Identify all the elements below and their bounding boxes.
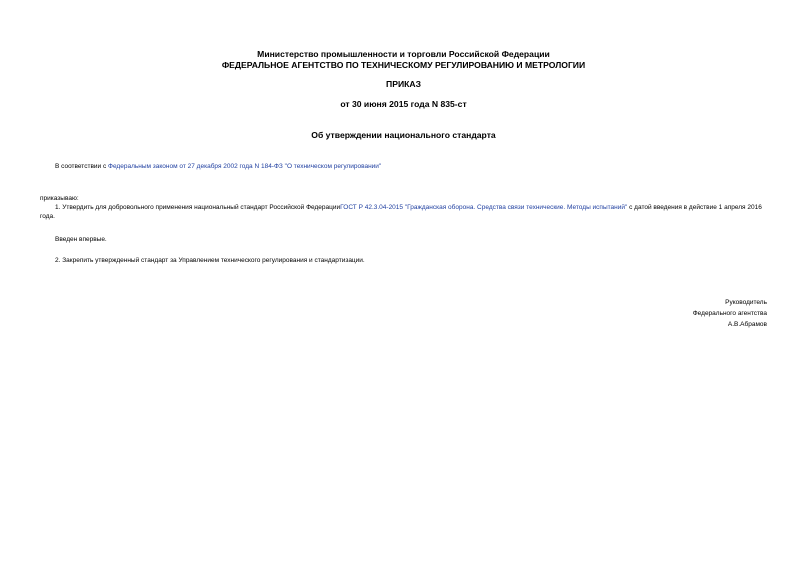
order-directive: приказываю: <box>40 195 79 202</box>
item-2-paragraph: 2. Закрепить утвержденный стандарт за Управлением технического регулирования и стандартизации. <box>55 257 365 264</box>
agency-heading: ФЕДЕРАЛЬНОЕ АГЕНТСТВО ПО ТЕХНИЧЕСКОМУ РЕГУЛИРОВАНИЮ И МЕТРОЛОГИИ <box>221 60 586 70</box>
signature-agency: Федерального агентства <box>692 310 767 317</box>
gost-standard-link[interactable]: ГОСТ Р 42.3.04-2015 "Гражданская оборона. Средства связи технические. Методы испытаний" <box>340 204 628 211</box>
item-1-suffix: с датой введения в действие 1 апреля 2016 года. <box>40 204 762 220</box>
item-1-prefix: 1. Утвердить для добровольного применения национальный стандарт Российской Федерации <box>55 204 341 211</box>
federal-law-link[interactable]: Федеральным законом от 27 декабря 2002 года N 184-ФЗ "О техническом регулировании" <box>108 163 382 170</box>
introduced-first-time: Введен впервые. <box>55 236 107 243</box>
basis-prefix: В соответствии с <box>55 163 109 170</box>
order-date-number: от 30 июня 2015 года N 835-ст <box>340 99 467 109</box>
signature-name: А.В.Абрамов <box>727 321 767 328</box>
basis-paragraph <box>55 162 381 171</box>
signature-block <box>693 297 767 330</box>
signature-position: Руководитель <box>725 299 767 306</box>
item-1-paragraph <box>40 203 767 221</box>
ministry-heading: Министерство промышленности и торговли Российской Федерации <box>257 49 550 59</box>
order-title: Об утверждении национального стандарта <box>311 130 496 140</box>
order-word: ПРИКАЗ <box>386 79 421 89</box>
